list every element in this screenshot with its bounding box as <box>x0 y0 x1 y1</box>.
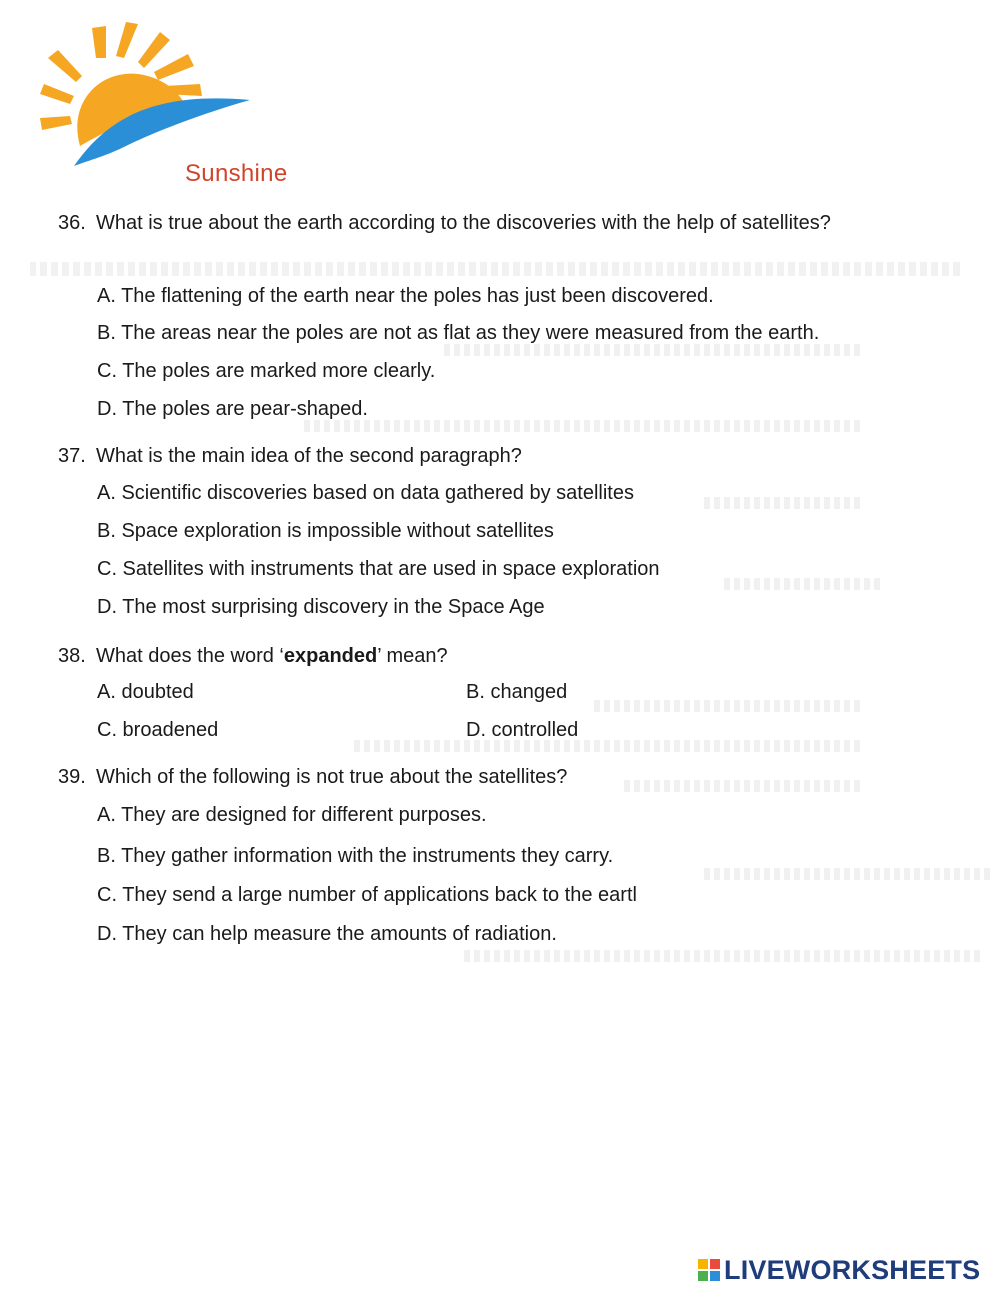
sunshine-logo <box>40 18 288 187</box>
question-36 <box>58 208 913 239</box>
footer-brand-text: LIVEWORKSHEETS <box>724 1254 981 1285</box>
option-37-c: C. Satellites with instruments that are used in space exploration <box>97 558 660 580</box>
question-stem: What is the main idea of the second paragraph? <box>96 445 522 467</box>
liveworksheets-footer <box>698 1253 980 1287</box>
option-39-a: A. They are designed for different purposes. <box>97 804 487 826</box>
option-36-a: A. The flattening of the earth near the poles has just been discovered. <box>97 285 714 307</box>
question-stem <box>96 641 913 672</box>
question-number: 36. <box>58 212 86 234</box>
option-38-a: A. doubted <box>97 681 194 703</box>
logo-brand-text: Sunshine <box>185 160 288 187</box>
question-number: 39. <box>58 766 86 788</box>
option-36-c: C. The poles are marked more clearly. <box>97 360 436 382</box>
question-stem: What is true about the earth according to the discoveries with the help of satellites? <box>96 212 831 234</box>
option-36-b: B. The areas near the poles are not as flat as they were measured from the earth. <box>97 322 820 344</box>
option-39-c: C. They send a large number of applications back to the eartl <box>97 884 637 906</box>
liveworksheets-logo-icon <box>698 1259 720 1281</box>
question-number: 37. <box>58 445 86 467</box>
option-37-a: A. Scientific discoveries based on data gathered by satellites <box>97 482 634 504</box>
option-38-c: C. broadened <box>97 719 219 741</box>
option-39-d: D. They can help measure the amounts of radiation. <box>97 923 557 945</box>
option-37-b: B. Space exploration is impossible without satellites <box>97 520 554 542</box>
highlighted-word: expanded <box>283 645 378 667</box>
question-37 <box>58 441 913 472</box>
option-36-d: D. The poles are pear-shaped. <box>97 398 368 420</box>
stem-text: What does the word ‘ <box>96 645 284 667</box>
question-38 <box>58 641 913 672</box>
option-38-d: D. controlled <box>466 719 579 741</box>
option-38-b: B. changed <box>466 681 568 703</box>
sun-icon <box>40 18 270 168</box>
question-stem: Which of the following is not true about the satellites? <box>96 766 568 788</box>
stem-text: ’ mean? <box>377 645 448 667</box>
option-37-d: D. The most surprising discovery in the Space Age <box>97 596 545 618</box>
question-39 <box>58 762 913 793</box>
question-number: 38. <box>58 645 86 667</box>
option-39-b: B. They gather information with the instruments they carry. <box>97 845 614 867</box>
